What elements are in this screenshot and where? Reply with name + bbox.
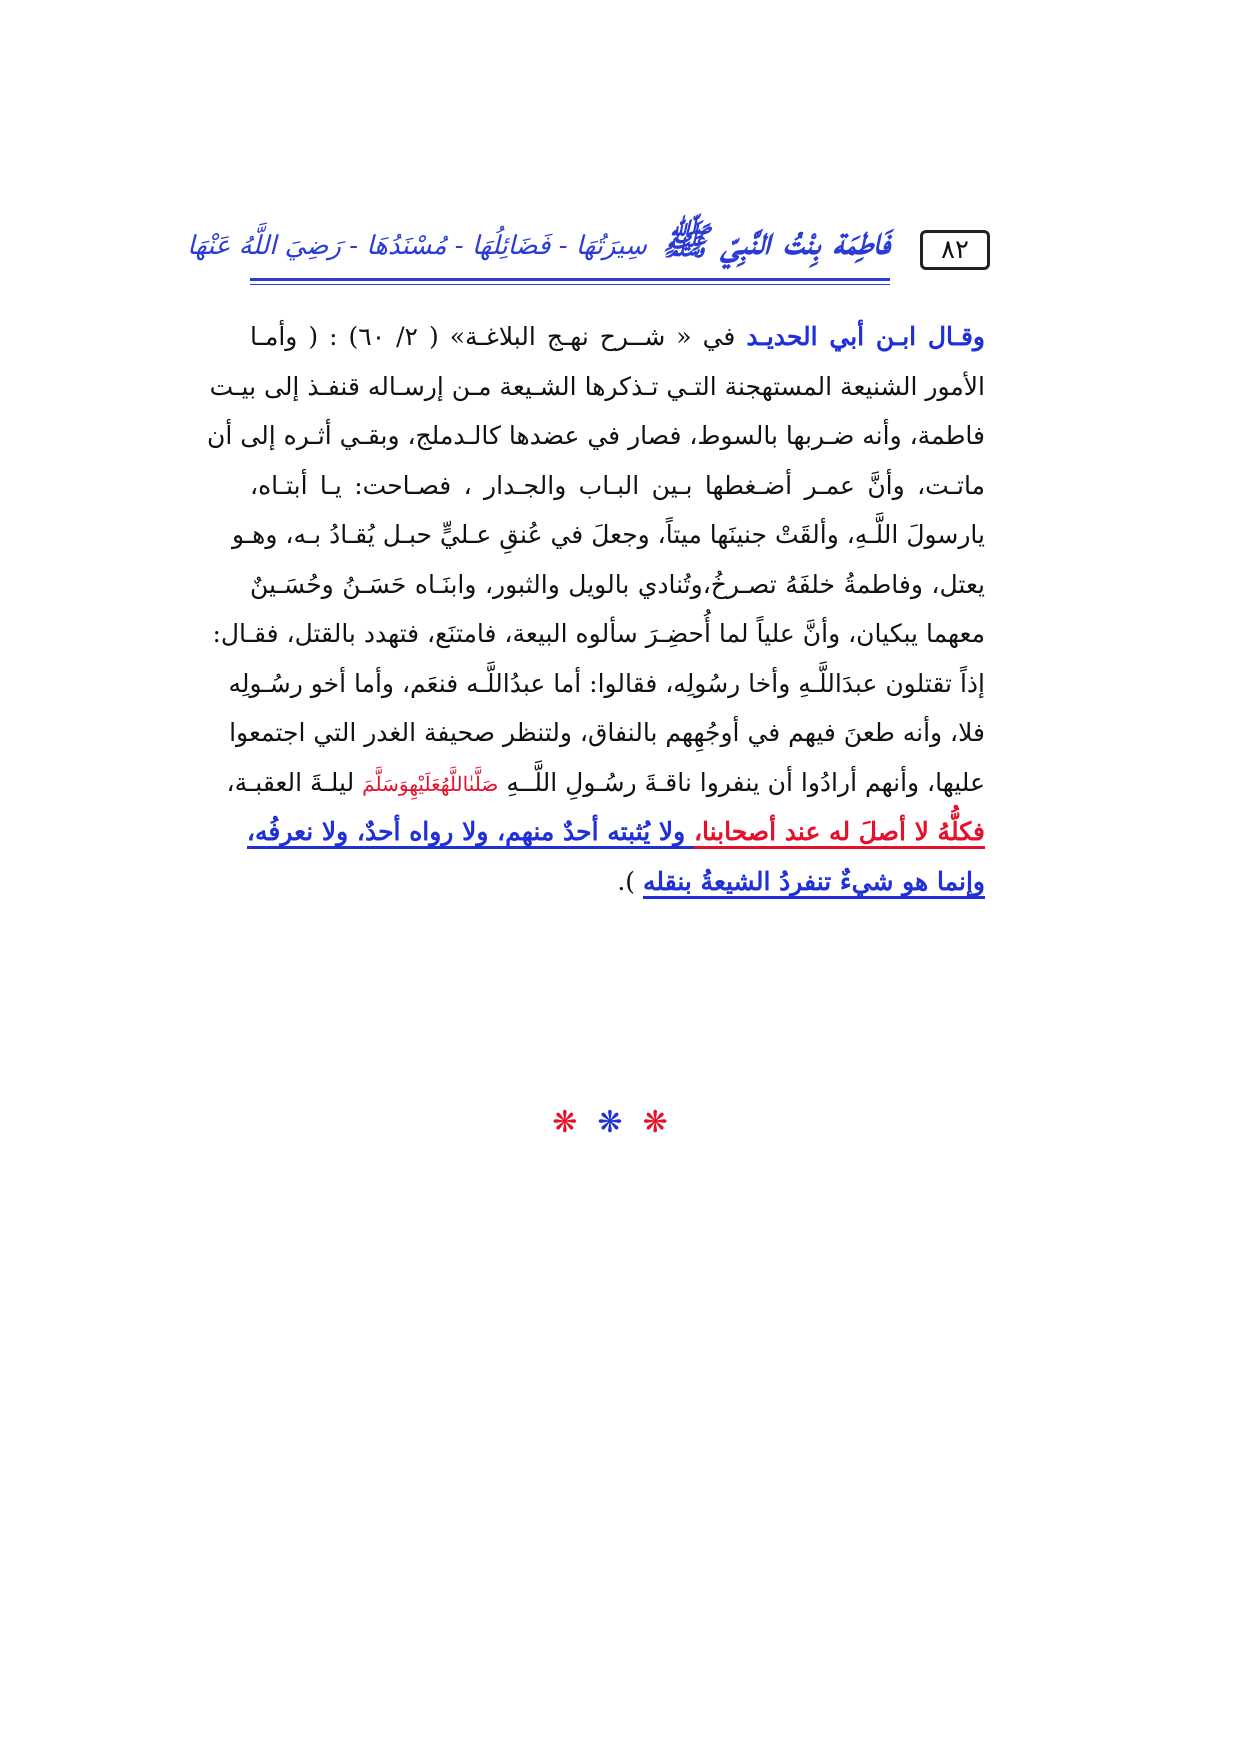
text-line: إذاً تقتلون عبدَاللَّـهِ وأخا رسُولِه، فقالوا: أما عبدُاللَّـه فنعَم، وأما أخو رسُـولِه <box>228 668 985 698</box>
text-segment: ليلـةَ العقبـة، <box>226 767 363 797</box>
star-ornament-icon: ❋ <box>642 1105 688 1140</box>
text-line <box>226 758 985 808</box>
text-line <box>250 857 985 907</box>
header-divider-thin <box>250 284 890 285</box>
text-segment: ). <box>617 866 644 896</box>
page-header <box>187 218 990 288</box>
text-segment: عليها، وأنهم أرادُوا أن ينفروا ناقـةَ رسُـولِ اللَّــهِ <box>498 767 985 797</box>
text-line: الأمور الشنيعة المستهجنة التـي تـذكرها الشـيعة مـن إرسـاله قنفـذ إلى بيـت <box>209 371 985 401</box>
page-number: ٨٢ <box>920 230 990 270</box>
text-line: فاطمة، وأنه ضـربها بالسوط، فصار في عضدها كالـدملج، وبقـي أثـره إلى أن <box>207 421 985 450</box>
book-title: فَاطِمَة بِنْتُ النَّبِيّ ﷺ <box>662 218 890 263</box>
text-line <box>250 312 985 362</box>
salutation-ornament: صَلَّىٰاللَّهُعَلَيْهِوَسَلَّمَ <box>362 771 499 796</box>
body-paragraph <box>207 312 986 906</box>
highlighted-blue-text: وإنما هو شيءٌ تنفردُ الشيعةُ بنقله <box>643 867 985 899</box>
highlighted-red-text: فكلُّهُ لا أصلَ له عند أصحابنا، <box>694 817 985 849</box>
section-divider-stars <box>500 1105 740 1140</box>
text-line: فلا، وأنه طعنَ فيهم في أوجُهِهم بالنفاق، ولتنظر صحيفة الغدر التي اجتمعوا <box>229 718 985 747</box>
text-segment: في « شــرح نهـج البلاغـة» ( ٢/ ٦٠) : ( وأمـا <box>250 322 747 351</box>
text-line: يارسولَ اللَّـهِ، وألقَتْ جنينَها ميتاً، وجعلَ في عُنقِ عـليٍّ حبـل يُقـادُ بـه، وهـو <box>231 520 985 549</box>
header-divider <box>250 278 890 281</box>
star-ornament-icon: ❋ <box>552 1105 598 1140</box>
text-line: ماتـت، وأنَّ عمـر أضـغطها بـين البـاب والجـدار ، فصـاحت: يـا أبتـاه، <box>250 470 985 500</box>
text-line: يعتل، وفاطمةُ خلفَهُ تصـرخُ،وتُنادي بالويل والثبور، وابنَـاه حَسَـنُ وحُسَـينٌ <box>250 569 985 599</box>
header-title <box>187 218 890 274</box>
highlighted-blue-text: ولا يُثبته أحدٌ منهم، ولا رواه أحدٌ، ولا نعرفُه، <box>247 817 694 849</box>
star-ornament-icon: ❋ <box>597 1105 643 1140</box>
author-name: وقـال ابـن أبي الحديـد <box>746 322 986 351</box>
text-line: معهما يبكيان، وأنَّ علياً لما أُحضِـرَ سألوه البيعة، فامتنَع، فتهدد بالقتل، فقـال: <box>212 619 985 648</box>
book-subtitle: سِيرَتُهَا - فَضَائِلُهَا - مُسْنَدُهَا - رَضِيَ اللَّهُ عَنْهَا <box>187 231 647 261</box>
text-line <box>246 807 985 857</box>
